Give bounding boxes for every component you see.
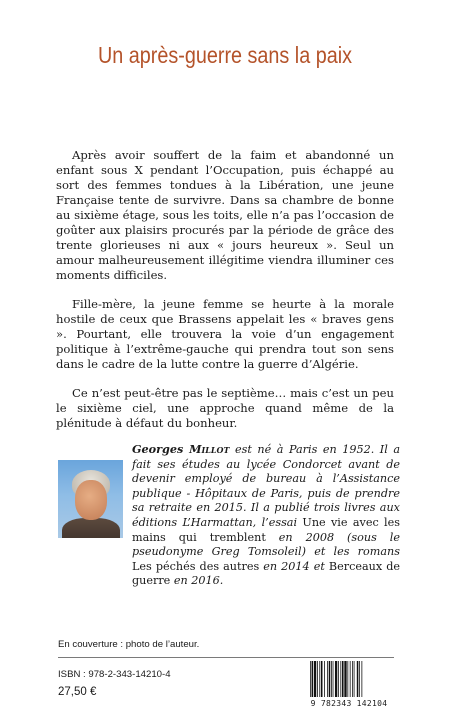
divider xyxy=(58,657,394,658)
book-title: Un après-guerre sans la paix xyxy=(98,42,352,68)
book-title-3: Berceaux de guerre xyxy=(132,559,400,588)
book-title-1: Une vie avec les mains qui tremblent xyxy=(132,515,400,544)
synopsis-paragraph-1: Après avoir souffert de la faim et abandonné un enfant sous X pendant l’Occupation, puis échappé au sort des femmes tondues à la Libération, une jeune Française tente de survivre. Dans sa chambre de bonne au sixième étage, sous les toits, elle n’a pas l’occasion de goûter aux plaisirs procurés par la période de grâce des trente glorieuses ni aux « jours heureux ». Seul un amour malheureusement illégitime viendra illuminer ces moments difficiles. xyxy=(56,148,394,282)
synopsis-paragraph-3: Ce n’est peut-être pas le septième… mais c’est un peu le sixième ciel, une approche quand même de la plénitude à défaut du bonheur. xyxy=(56,386,394,430)
barcode xyxy=(306,661,392,709)
book-title-2: Les péchés des autres xyxy=(132,559,260,573)
cover-credit: En couverture : photo de l’auteur. xyxy=(58,639,200,650)
synopsis-paragraph-2: Fille-mère, la jeune femme se heurte à la morale hostile de ceux que Brassens appelait les « braves gens ». Pourtant, elle trouvera la voie d’un engagement politique à l’extrême-gauche qui prendra tout son sens dans le cadre de la lutte contre la guerre d’Algérie. xyxy=(56,297,394,371)
price: 27,50 € xyxy=(58,686,97,698)
barcode-bars xyxy=(310,661,388,699)
author-photo xyxy=(58,460,123,538)
barcode-digits: 9 782343 142104 xyxy=(310,699,388,708)
author-bio: Georges Millot est né à Paris en 1952. Il a fait ses études au lycée Condorcet avant de devenir employé de bureau à l’Assistance publique - Hôpitaux de Paris, puis de prendre sa retraite en 2015. Il a publié trois livres aux éditions L’Harmattan, l’essai Une vie avec les mains qui tremblent en 2008 (sous le pseudonyme Greg Tomsoleil) et les romans Les péchés des autres en 2014 et Berceaux de guerre en 2016. xyxy=(132,442,400,588)
isbn: ISBN : 978-2-343-14210-4 xyxy=(58,669,171,680)
synopsis xyxy=(56,148,394,445)
author-name: Georges Millot xyxy=(132,442,230,456)
